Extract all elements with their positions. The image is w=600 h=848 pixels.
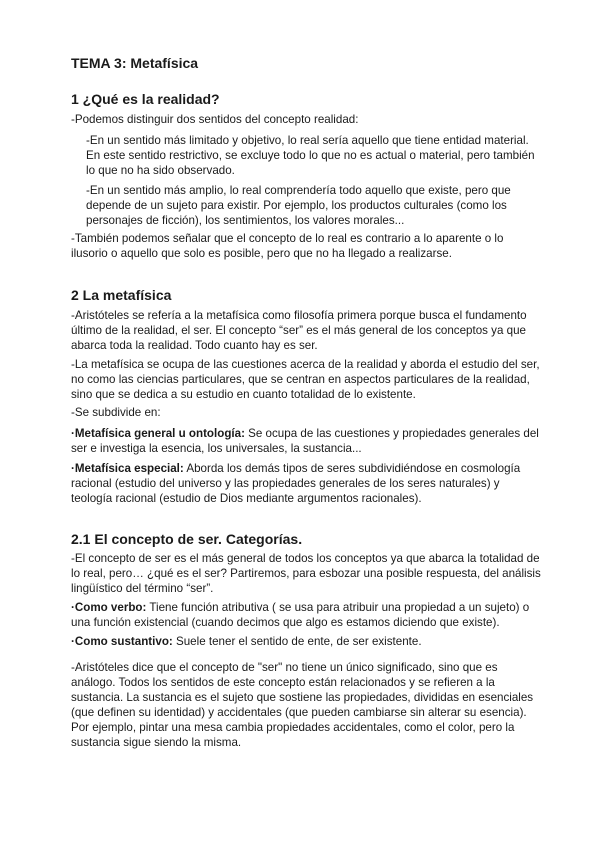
paragraph: -Se subdivide en: [71,406,161,419]
section-heading-2: 2 La metafísica [71,287,172,303]
bullet-como-sustantivo [71,634,541,649]
bullet-metafisica-especial [71,461,541,506]
bullet-text: Suele tener el sentido de ente, de ser existente. [172,635,422,648]
bullet-text: Se ocupa de las cuestiones y propiedades generales del ser e investiga la esencia, los universales, la sustancia... [71,427,539,456]
bullet-como-verbo [71,600,541,630]
bullet-label: ·Metafísica general u ontología: [71,427,245,440]
paragraph: -También podemos señalar que el concepto de lo real es contrario a lo aparente o lo ilusorio o aquello que solo es posible, pero que no ha llegado a realizarse. [71,232,504,261]
paragraph: -La metafísica se ocupa de las cuestiones acerca de la realidad y aborda el estudio del ser, no como las ciencias particulares, que se centran en aspectos particulares de la realidad, sino que se dedica a su estudio en cuanto totalidad de lo existente. [71,358,540,402]
document-title: TEMA 3: Metafísica [71,55,199,71]
bullet-metafisica-general [71,426,541,456]
paragraph-indented: -En un sentido más amplio, lo real comprendería todo aquello que existe, pero que depende de un sujeto para existir. Por ejemplo, los productos culturales (como los personajes de ficción), los sentimientos, los valores morales... [86,184,511,228]
section-heading-1: 1 ¿Qué es la realidad? [71,91,220,107]
paragraph: -Aristóteles dice que el concepto de "ser" no tiene un único significado, sino que es análogo. Todos los sentidos de este concepto están relacionados y se refieren a la sustancia. La sustancia es el sujeto que sostiene las propiedades, divididas en esenciales (que definen su identidad) y accidentales (que pueden cambiarse sin alterar su esencia). Por ejemplo, pintar una mesa cambia propiedades accidentales, como el color, pero la sustancia sigue siendo la misma. [71,661,534,750]
paragraph-indented: -En un sentido más limitado y objetivo, lo real sería aquello que tiene entidad material. En este sentido restrictivo, se excluye todo lo que no es actual o material, pero también lo que no ha sido observado. [86,134,535,178]
bullet-text: Aborda los demás tipos de seres subdividiéndose en cosmología racional (estudio del universo y las propiedades generales de los seres naturales) y teología racional (estudio de Dios mediante argumentos racionales). [71,462,521,506]
paragraph: -Podemos distinguir dos sentidos del concepto realidad: [71,113,359,126]
paragraph: -Aristóteles se refería a la metafísica como filosofía primera porque busca el fundamento último de la realidad, el ser. El concepto “ser” es el más general de los conceptos ya que abarca toda la realidad. Todo cuanto hay es ser. [71,309,527,353]
section-heading-2-1: 2.1 El concepto de ser. Categorías. [71,531,303,547]
bullet-text: Tiene función atributiva ( se usa para atribuir una propiedad a un sujeto) o una función existencial (cuando decimos que algo es estamos diciendo que existe). [71,601,530,630]
bullet-label: ·Como sustantivo: [71,635,173,648]
bullet-label: ·Como verbo: [71,601,147,614]
paragraph: -El concepto de ser es el más general de todos los conceptos ya que abarca la totalidad de lo real, pero… ¿qué es el ser? Partiremos, para esbozar una posible respuesta, del análisis lingüístico del término “ser”. [71,552,541,596]
bullet-label: ·Metafísica especial: [71,462,184,475]
